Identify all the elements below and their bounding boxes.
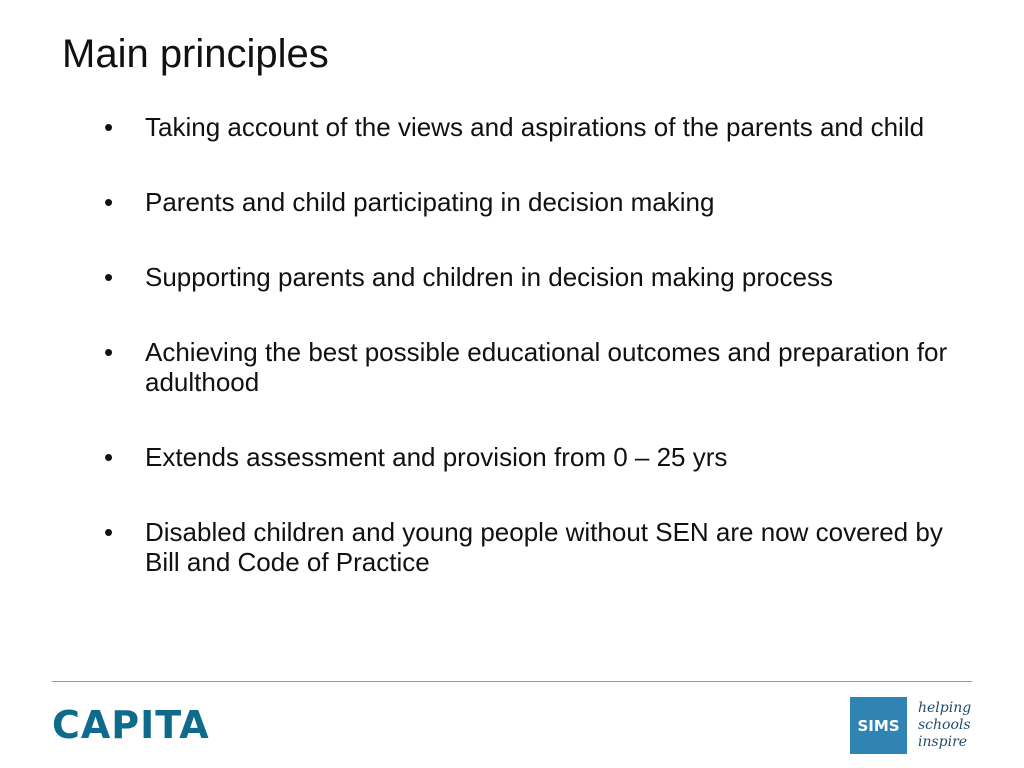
capita-logo: CAPITA bbox=[52, 703, 210, 747]
bullet-icon: • bbox=[104, 262, 114, 292]
bullet-text: Parents and child participating in decision making bbox=[145, 187, 715, 217]
bullet-text: Achieving the best possible educational outcomes and preparation for adulthood bbox=[145, 337, 948, 397]
bullet-text: Supporting parents and children in decision making process bbox=[145, 262, 833, 292]
bullet-icon: • bbox=[104, 442, 114, 472]
bullet-item bbox=[104, 517, 964, 577]
bullet-icon: • bbox=[104, 187, 114, 217]
tagline-line: schools bbox=[918, 717, 971, 733]
tagline-line: inspire bbox=[918, 734, 968, 750]
bullet-item bbox=[104, 442, 964, 472]
bullet-item bbox=[104, 262, 964, 292]
bullet-list bbox=[104, 112, 964, 622]
sims-logo bbox=[850, 697, 907, 754]
bullet-icon: • bbox=[104, 337, 114, 367]
bullet-text: Extends assessment and provision from 0 – 25 yrs bbox=[145, 442, 728, 472]
bullet-text: Taking account of the views and aspirations of the parents and child bbox=[145, 112, 925, 142]
bullet-icon: • bbox=[104, 517, 114, 547]
sims-logo-text: SIMS bbox=[857, 716, 900, 735]
bullet-item bbox=[104, 187, 964, 217]
slide-title: Main principles bbox=[62, 32, 329, 76]
footer-divider bbox=[52, 681, 972, 682]
tagline bbox=[918, 700, 978, 751]
bullet-icon: • bbox=[104, 112, 114, 142]
bullet-text: Disabled children and young people without SEN are now covered by Bill and Code of Practice bbox=[145, 517, 943, 577]
bullet-item bbox=[104, 337, 964, 397]
tagline-line: helping bbox=[918, 700, 972, 716]
bullet-item bbox=[104, 112, 964, 142]
